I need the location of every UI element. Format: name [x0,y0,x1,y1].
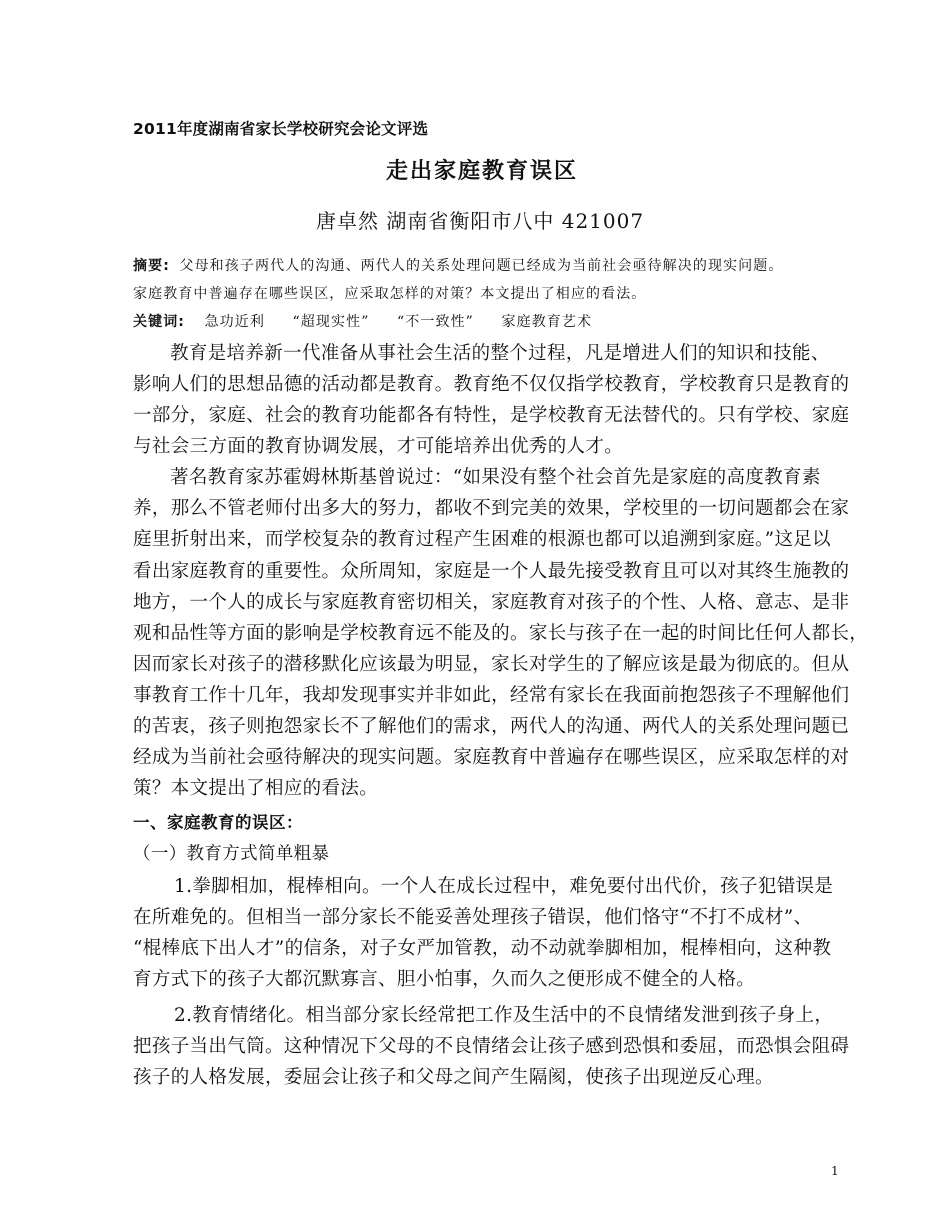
keyword: 家庭教育艺术 [501,314,593,330]
paragraph-line: “棍棒底下出人才”的信条，对子女严加管教，动不动就拳脚相加，棍棒相向，这种教 [133,938,832,959]
paragraph-line: 策？本文提出了相应的看法。 [133,778,379,799]
section-heading: 一、家庭教育的误区： [133,813,303,832]
abstract-line [133,257,783,275]
abstract-text: 父母和孩子两代人的沟通、两代人的关系处理问题已经成为当前社会亟待解决的现实问题。 [179,258,784,274]
paragraph-line: 2.教育情绪化。相当部分家长经常把工作及生活中的不良情绪发泄到孩子身上， [174,1005,834,1026]
paragraph-line: 看出家庭教育的重要性。众所周知，家庭是一个人最先接受教育且可以对其终生施教的 [133,561,850,582]
keyword: 急功近利 [204,314,265,330]
paragraph-line: 与社会三方面的教育协调发展，才可能培养出优秀的人才。 [133,436,624,457]
paragraph-line: 育方式下的孩子大都沉默寡言、胆小怕事，久而久之便形成不健全的人格。 [133,969,756,990]
paragraph-line: 影响人们的思想品德的活动都是教育。教育绝不仅仅指学校教育，学校教育只是教育的 [133,374,850,395]
paragraph-line: 因而家长对孩子的潜移默化应该最为明显，家长对学生的了解应该是最为彻底的。但从 [133,654,850,675]
paragraph-line: 事教育工作十几年，我却发现事实并非如此，经常有家长在我面前抱怨孩子不理解他们 [133,685,850,706]
paragraph-line: 经成为当前社会亟待解决的现实问题。家庭教育中普遍存在哪些误区，应采取怎样的对 [133,747,850,768]
paragraph-line: 的苦衷，孩子则抱怨家长不了解他们的需求，两代人的沟通、两代人的关系处理问题已 [133,716,850,737]
paragraph-line: 在所难免的。但相当一部分家长不能妥善处理孩子错误，他们恪守“不打不成材”、 [133,907,813,928]
paragraph-line: 著名教育家苏霍姆林斯基曾说过：“如果没有整个社会首先是家庭的高度教育素 [170,467,821,488]
paragraph-line: 养，那么不管老师付出多大的努力，都收不到完美的效果，学校里的一切问题都会在家 [133,498,850,519]
author-line: 唐卓然 湖南省衡阳市八中 421007 [316,209,645,233]
paragraph-line: 一部分，家庭、社会的教育功能都各有特性，是学校教育无法替代的。只有学校、家庭 [133,405,850,426]
keywords-line [133,313,592,331]
keywords-label: 关键词: [133,314,185,330]
keyword: “超现实性” [292,314,370,330]
paragraph-line: 孩子的人格发展，委屈会让孩子和父母之间产生隔阂，使孩子出现逆反心理。 [133,1067,774,1088]
paragraph-line: 地方，一个人的成长与家庭教育密切相关，家庭教育对孩子的个性、人格、意志、是非 [133,592,850,613]
paragraph-line: 观和品性等方面的影响是学校教育远不能及的。家长与孩子在一起的时间比任何人都长， [133,623,869,644]
keyword: “不一致性” [397,314,474,330]
paragraph-line: 1.拳脚相加，棍棒相向。一个人在成长过程中，难免要付出代价，孩子犯错误是 [174,876,834,897]
abstract-text: 家庭教育中普遍存在哪些误区，应采取怎样的对策？本文提出了相应的看法。 [133,286,647,302]
paper-title: 走出家庭教育误区 [386,159,579,184]
document-header: 2011年度湖南省家长学校研究会论文评选 [133,120,429,138]
page-number: 1 [831,1164,839,1178]
paragraph-line: 教育是培养新一代准备从事社会生活的整个过程，凡是增进人们的知识和技能、 [170,343,830,364]
paragraph-line: 把孩子当出气筒。这种情况下父母的不良情绪会让孩子感到恐惧和委屈，而恐惧会阻碍 [133,1036,850,1057]
paragraph-line: 庭里折射出来，而学校复杂的教育过程产生困难的根源也都可以追溯到家庭。”这足以 [133,529,832,550]
abstract-label: 摘要: [133,258,170,274]
subsection-heading: （一）教育方式简单粗暴 [133,844,330,864]
